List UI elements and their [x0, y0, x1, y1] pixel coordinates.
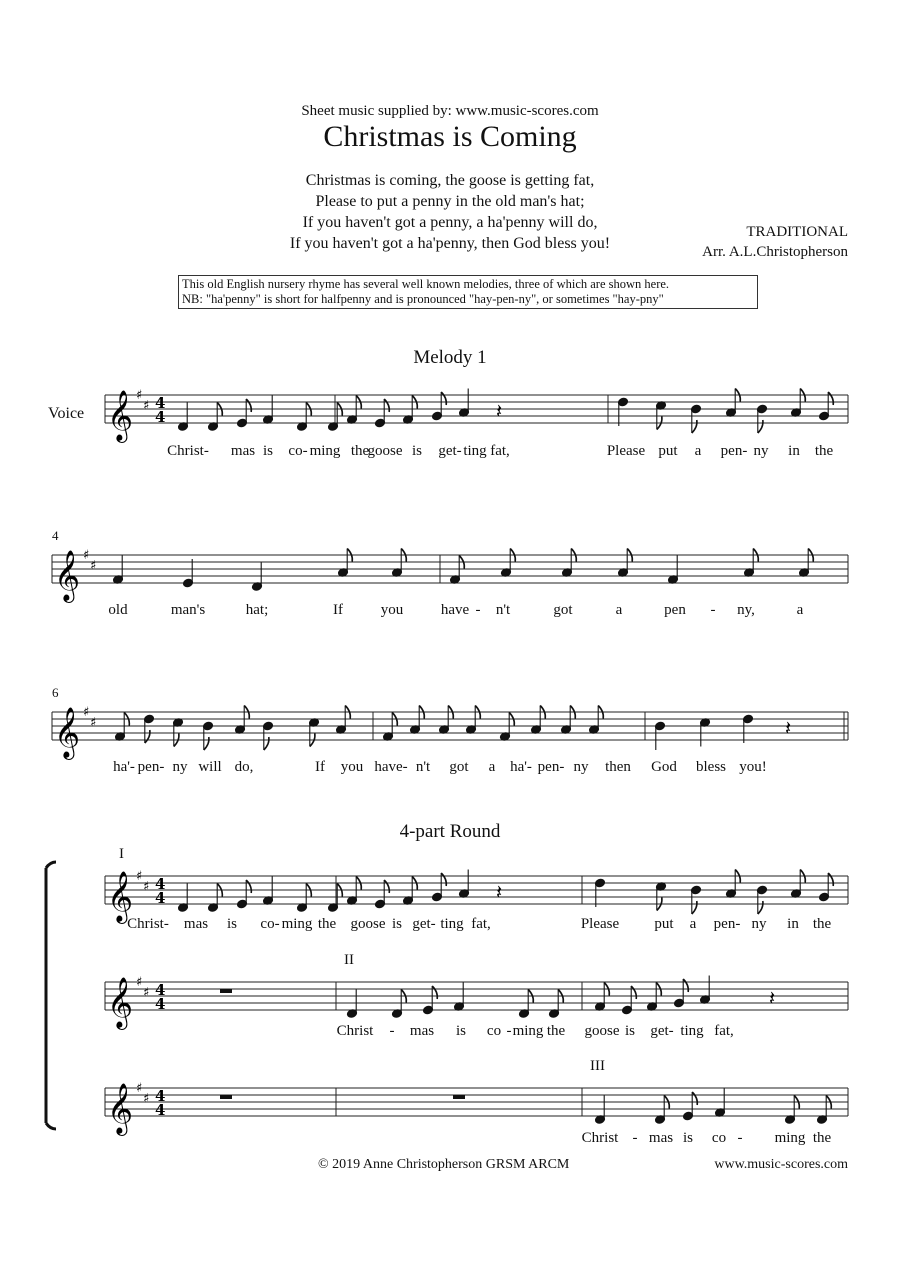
note-flag — [631, 986, 636, 999]
treble-clef: 𝄞 — [107, 977, 134, 1028]
verse-line: Christmas is coming, the goose is getting fat, — [305, 172, 595, 189]
lyric-syllable: mas — [648, 1130, 674, 1146]
lyric-syllable: Christ — [581, 1130, 619, 1146]
time-sig-top: 4 — [155, 981, 166, 999]
lyric-syllable: Please — [606, 443, 646, 459]
lyric-syllable: get- — [412, 916, 436, 932]
note-flag — [692, 1092, 697, 1105]
lyric-syllable: ming — [309, 443, 341, 459]
lyric-syllable: is — [455, 1023, 467, 1039]
lyric-row — [0, 759, 900, 779]
lyric-syllable: - — [632, 1130, 638, 1146]
time-sig-bottom: 4 — [155, 408, 166, 426]
lyric-syllable: goose — [367, 443, 403, 459]
lyric-syllable: n't — [415, 759, 431, 775]
lyric-syllable: put — [654, 916, 674, 932]
sharp-sign: ♯ — [143, 398, 150, 414]
lyric-syllable: a — [796, 602, 804, 618]
lyric-syllable: have — [440, 602, 470, 618]
lyric-syllable: do, — [234, 759, 254, 775]
bar-number: 4 — [52, 528, 59, 543]
lyric-row — [0, 443, 900, 463]
bar-number: 6 — [52, 685, 59, 700]
note-flag — [246, 399, 251, 412]
lyric-syllable: ha'- — [510, 759, 532, 775]
melody1-title: Melody 1 — [413, 347, 487, 368]
lyric-syllable: Christ- — [127, 916, 169, 932]
note-flag — [384, 399, 389, 412]
arranger-name: Arr. A.L.Christopherson — [702, 244, 848, 260]
treble-clef: 𝄞 — [107, 390, 134, 441]
time-sig-top: 4 — [155, 875, 166, 893]
lyric-syllable: pen — [664, 602, 686, 618]
lyric-syllable: a — [694, 443, 702, 459]
note-line: NB: "ha'penny" is short for halfpenny and is pronounced "hay-pen-ny", or sometimes "hay-pny" — [182, 292, 664, 306]
sharp-sign: ♯ — [143, 879, 150, 895]
lyric-syllable: old — [108, 602, 128, 618]
note-flag — [441, 873, 446, 886]
lyric-syllable: Christ- — [167, 443, 209, 459]
lyric-row — [0, 916, 900, 936]
lyric-syllable: is — [226, 916, 238, 932]
lyric-syllable: hat; — [245, 602, 269, 618]
note-flag — [758, 901, 763, 914]
lyric-syllable: a — [615, 602, 623, 618]
round-title: 4-part Round — [399, 821, 501, 842]
lyric-syllable: goose — [350, 916, 386, 932]
whole-rest — [220, 989, 232, 993]
lyric-syllable: ting — [463, 443, 487, 459]
lyric-syllable: will — [198, 759, 222, 775]
lyric-syllable: - — [389, 1023, 395, 1039]
lyric-syllable: - — [506, 1023, 512, 1039]
lyric-syllable: the — [350, 443, 370, 459]
sharp-sign: ♯ — [143, 985, 150, 1001]
lyric-syllable: ting — [680, 1023, 704, 1039]
note-flag — [692, 420, 697, 433]
lyric-syllable: If — [315, 759, 325, 775]
lyric-syllable: n't — [495, 602, 511, 618]
lyric-syllable: you — [340, 759, 364, 775]
lyric-syllable: fat, — [490, 443, 510, 459]
lyric-syllable: fat, — [471, 916, 491, 932]
lyric-syllable: is — [624, 1023, 636, 1039]
sharp-sign: ♯ — [136, 388, 143, 403]
quarter-rest: 𝄽 — [769, 986, 776, 1010]
lyric-syllable: co — [486, 1023, 502, 1039]
part-label-2: II — [344, 952, 354, 968]
sharp-sign: ♯ — [83, 705, 90, 720]
treble-clef: 𝄞 — [54, 707, 81, 758]
lyric-syllable: goose — [584, 1023, 620, 1039]
sharp-sign: ♯ — [136, 869, 143, 884]
voice-label: Voice — [48, 405, 85, 422]
lyric-syllable: mas — [230, 443, 256, 459]
lyric-syllable: the — [812, 1130, 832, 1146]
lyric-syllable: is — [391, 916, 403, 932]
note-flag — [384, 880, 389, 893]
quarter-rest: 𝄽 — [785, 716, 792, 740]
lyric-syllable: the — [546, 1023, 566, 1039]
lyric-syllable: co — [711, 1130, 727, 1146]
note-flag — [264, 737, 269, 750]
lyric-syllable: co- — [260, 916, 280, 932]
lyric-syllable: is — [262, 443, 274, 459]
lyric-syllable: is — [682, 1130, 694, 1146]
lyric-syllable: mas — [183, 916, 209, 932]
lyric-syllable: mas — [409, 1023, 435, 1039]
lyric-syllable: the — [812, 916, 832, 932]
note-flag — [758, 420, 763, 433]
part-label-1: I — [119, 846, 124, 862]
lyric-syllable: then — [605, 759, 631, 775]
time-sig-bottom: 4 — [155, 889, 166, 907]
lyric-syllable: pen- — [137, 759, 165, 775]
lyric-syllable: have- — [374, 759, 408, 775]
whole-rest — [453, 1095, 465, 1099]
verse-line: If you haven't got a penny, a ha'penny will do, — [302, 214, 598, 231]
composer-name: TRADITIONAL — [746, 224, 848, 240]
lyric-syllable: the — [814, 443, 834, 459]
lyric-row — [0, 1130, 900, 1150]
lyric-syllable: get- — [650, 1023, 674, 1039]
time-sig-bottom: 4 — [155, 1101, 166, 1119]
lyric-row — [0, 602, 900, 622]
lyric-syllable: got — [553, 602, 573, 618]
supplied-by-text: Sheet music supplied by: www.music-scores.com — [301, 103, 599, 119]
lyric-syllable: ting — [440, 916, 464, 932]
lyric-syllable: ming — [281, 916, 313, 932]
lyric-syllable: ny — [753, 443, 769, 459]
lyric-syllable: a — [689, 916, 697, 932]
lyric-syllable: ming — [774, 1130, 806, 1146]
verse-line: Please to put a penny in the old man's hat; — [315, 193, 585, 210]
lyric-syllable: pen- — [537, 759, 565, 775]
footer-copyright: © 2019 Anne Christopherson GRSM ARCM — [318, 1157, 570, 1172]
lyric-row — [0, 1023, 900, 1043]
part-label-3: III — [590, 1058, 605, 1074]
lyric-syllable: ny, — [737, 602, 755, 618]
lyric-syllable: pen- — [713, 916, 741, 932]
lyric-syllable: ming — [512, 1023, 544, 1039]
note-flag — [204, 737, 209, 750]
time-sig-top: 4 — [155, 394, 166, 412]
quarter-rest: 𝄽 — [496, 399, 503, 423]
note-flag — [692, 901, 697, 914]
lyric-syllable: ny — [573, 759, 589, 775]
lyric-syllable: the — [317, 916, 337, 932]
time-sig-bottom: 4 — [155, 995, 166, 1013]
lyric-syllable: you! — [739, 759, 767, 775]
page-title: Christmas is Coming — [323, 120, 577, 153]
lyric-syllable: is — [411, 443, 423, 459]
lyric-syllable: - — [710, 602, 716, 618]
note-flag — [828, 392, 833, 405]
lyric-syllable: a — [488, 759, 496, 775]
lyric-syllable: in — [788, 443, 800, 459]
treble-clef: 𝄞 — [107, 871, 134, 922]
lyric-syllable: ny — [751, 916, 767, 932]
footer-website[interactable]: www.music-scores.com — [714, 1157, 848, 1172]
lyric-syllable: you — [380, 602, 404, 618]
quarter-rest: 𝄽 — [496, 880, 503, 904]
lyric-syllable: Christ — [336, 1023, 374, 1039]
lyric-syllable: ny — [172, 759, 188, 775]
sharp-sign: ♯ — [136, 975, 143, 990]
treble-clef: 𝄞 — [107, 1083, 134, 1134]
time-sig-top: 4 — [155, 1087, 166, 1105]
lyric-syllable: ha'- — [113, 759, 135, 775]
lyric-syllable: bless — [696, 759, 726, 775]
lyric-syllable: put — [658, 443, 678, 459]
whole-rest — [220, 1095, 232, 1099]
note-flag — [432, 986, 437, 999]
sharp-sign: ♯ — [90, 715, 97, 731]
lyric-syllable: - — [475, 602, 481, 618]
lyric-syllable: get- — [438, 443, 462, 459]
lyric-syllable: If — [333, 602, 343, 618]
note-flag — [145, 730, 150, 743]
lyric-syllable: - — [737, 1130, 743, 1146]
sharp-sign: ♯ — [83, 548, 90, 563]
lyric-syllable: pen- — [720, 443, 748, 459]
note-flag — [683, 979, 688, 992]
lyric-syllable: man's — [170, 602, 206, 618]
lyric-syllable: Please — [580, 916, 620, 932]
note-flag — [246, 880, 251, 893]
note-line: This old English nursery rhyme has several well known melodies, three of which are shown here. — [182, 277, 670, 291]
sharp-sign: ♯ — [90, 558, 97, 574]
sharp-sign: ♯ — [143, 1091, 150, 1107]
lyric-syllable: co- — [288, 443, 308, 459]
lyric-syllable: got — [449, 759, 469, 775]
note-flag — [441, 392, 446, 405]
lyric-syllable: in — [787, 916, 799, 932]
sharp-sign: ♯ — [136, 1081, 143, 1096]
note-flag — [828, 873, 833, 886]
lyric-syllable: God — [651, 759, 677, 775]
system-bracket — [46, 862, 56, 1129]
verse-line: If you haven't got a ha'penny, then God bless you! — [289, 235, 611, 252]
lyric-syllable: fat, — [714, 1023, 734, 1039]
treble-clef: 𝄞 — [54, 550, 81, 601]
